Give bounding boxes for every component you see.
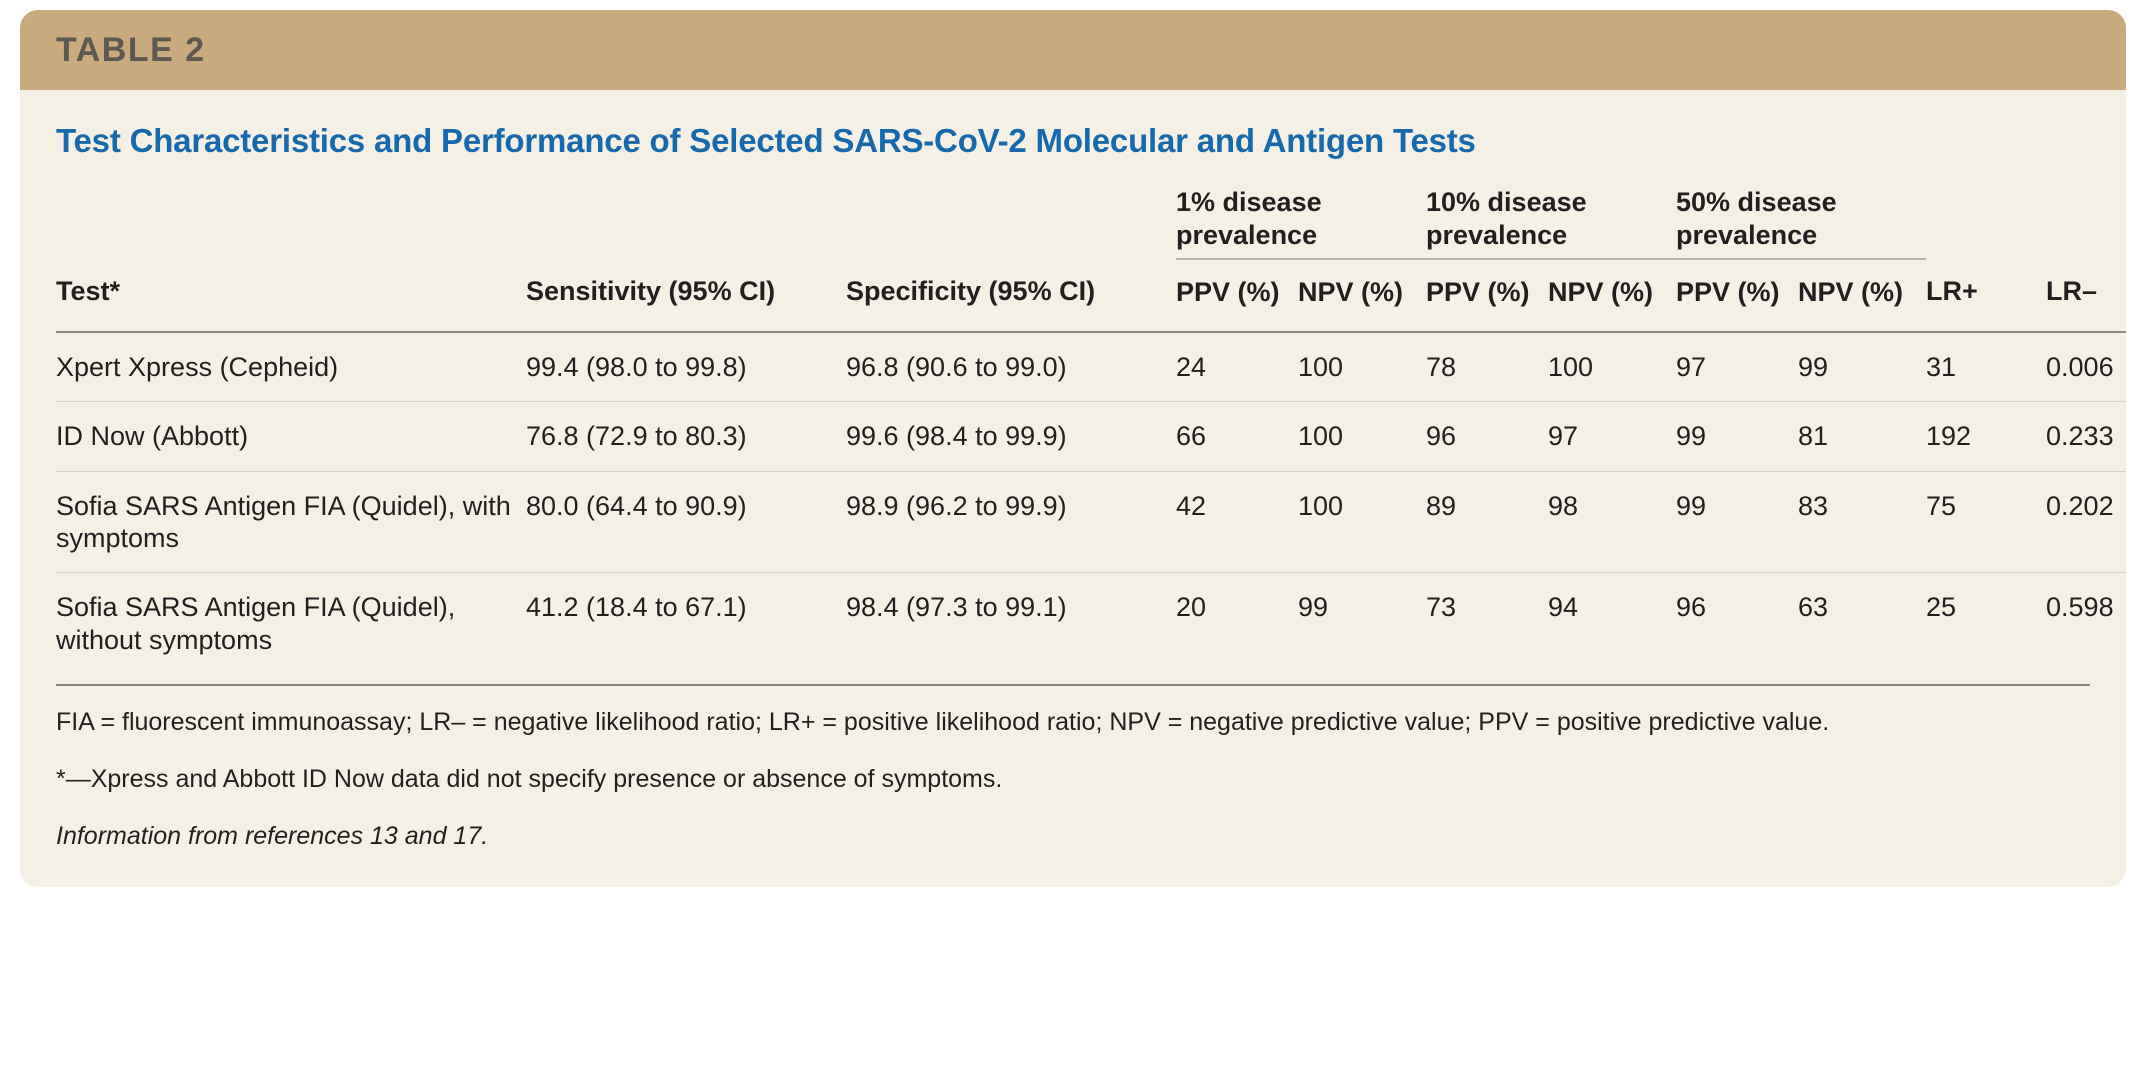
- cell-sensitivity: 76.8 (72.9 to 80.3): [526, 402, 846, 471]
- group-header-row: [56, 186, 2126, 259]
- footnotes: [56, 686, 2090, 853]
- cell-sensitivity: 99.4 (98.0 to 99.8): [526, 332, 846, 402]
- cell-ppv-1: 42: [1176, 471, 1298, 573]
- cell-test: Sofia SARS Antigen FIA (Quidel), with symptoms: [56, 471, 526, 573]
- column-header-lr-minus: LR–: [2046, 275, 2098, 306]
- cell-ppv-10: 89: [1426, 471, 1548, 573]
- footnote-asterisk: *—Xpress and Abbott ID Now data did not specify presence or absence of symptoms.: [56, 765, 1003, 794]
- cell-ppv-10: 78: [1426, 332, 1548, 402]
- cell-npv-1: 100: [1298, 332, 1426, 402]
- cell-ppv-1: 20: [1176, 592, 1207, 623]
- column-header-ppv-50: PPV (%): [1676, 276, 1780, 307]
- cell-ppv-50: 97: [1676, 332, 1798, 402]
- cell-npv-1: 99: [1298, 592, 1329, 623]
- cell-ppv-1: 66: [1176, 402, 1298, 471]
- column-header-ppv-1: PPV (%): [1176, 276, 1280, 307]
- column-header-row: [56, 259, 2126, 331]
- group-header-spacer-lrplus: [1926, 186, 2046, 259]
- table-row: [56, 402, 2126, 471]
- column-header-sensitivity: Sensitivity (95% CI): [526, 275, 776, 306]
- column-header-ppv-10: PPV (%): [1426, 276, 1530, 307]
- column-header-npv-50: NPV (%): [1798, 276, 1904, 307]
- cell-lr-minus: 0.202: [2046, 471, 2126, 573]
- cell-ppv-10: 96: [1426, 402, 1548, 471]
- column-header-npv-1: NPV (%): [1298, 276, 1404, 307]
- cell-lr-plus: 75: [1926, 471, 2046, 573]
- group-header-spacer-lrminus: [2046, 186, 2126, 259]
- cell-ppv-10: 73: [1426, 592, 1457, 623]
- cell-npv-1: 100: [1298, 471, 1426, 573]
- column-header-specificity: Specificity (95% CI): [846, 275, 1096, 306]
- table-banner: [20, 10, 2126, 90]
- cell-npv-10: 98: [1548, 471, 1676, 573]
- cell-lr-minus: 0.233: [2046, 402, 2126, 471]
- cell-sensitivity: 41.2 (18.4 to 67.1): [526, 592, 747, 623]
- group-header-prevalence-10: 10% disease prevalence: [1426, 186, 1676, 259]
- table-row: [56, 573, 2126, 674]
- cell-lr-minus: 0.598: [2046, 592, 2114, 623]
- column-header-lr-plus: LR+: [1926, 275, 1978, 306]
- cell-npv-50: 81: [1798, 402, 1926, 471]
- cell-test: Xpert Xpress (Cepheid): [56, 332, 526, 402]
- table-head: [56, 186, 2126, 332]
- cell-sensitivity: 80.0 (64.4 to 90.9): [526, 471, 846, 573]
- group-header-spacer-sens: [526, 186, 846, 259]
- data-table: [56, 186, 2126, 674]
- cell-ppv-50: 96: [1676, 592, 1707, 623]
- column-header-npv-10: NPV (%): [1548, 276, 1654, 307]
- table-rows: [56, 332, 2126, 674]
- table-number-label: TABLE 2: [56, 30, 206, 69]
- cell-specificity: 99.6 (98.4 to 99.9): [846, 402, 1176, 471]
- group-header-prevalence-50: 50% disease prevalence: [1676, 186, 1926, 259]
- cell-specificity: 98.4 (97.3 to 99.1): [846, 592, 1067, 623]
- cell-npv-1: 100: [1298, 402, 1426, 471]
- cell-test: ID Now (Abbott): [56, 402, 526, 471]
- cell-npv-50: 83: [1798, 471, 1926, 573]
- cell-lr-minus: 0.006: [2046, 332, 2126, 402]
- cell-ppv-50: 99: [1676, 402, 1798, 471]
- cell-ppv-1: 24: [1176, 332, 1298, 402]
- cell-npv-10: 97: [1548, 402, 1676, 471]
- cell-lr-plus: 192: [1926, 402, 2046, 471]
- cell-lr-plus: 25: [1926, 592, 1957, 623]
- group-header-spacer-test: [56, 186, 526, 259]
- cell-specificity: 96.8 (90.6 to 99.0): [846, 332, 1176, 402]
- group-header-prevalence-1: 1% disease prevalence: [1176, 186, 1426, 259]
- table-row: [56, 471, 2126, 573]
- cell-ppv-50: 99: [1676, 471, 1798, 573]
- table-body: [20, 90, 2126, 887]
- column-header-test: Test*: [56, 275, 121, 306]
- footnote-abbreviations: FIA = fluorescent immunoassay; LR– = negative likelihood ratio; LR+ = positive likelihood ratio; NPV = negative predictive value; PPV = positive predictive value.: [56, 708, 1830, 737]
- cell-npv-50: 99: [1798, 332, 1926, 402]
- table-title: Test Characteristics and Performance of Selected SARS-CoV-2 Molecular and Antigen Tests: [56, 122, 1476, 159]
- cell-npv-10: 100: [1548, 332, 1676, 402]
- table-row: [56, 332, 2126, 402]
- cell-test: Sofia SARS Antigen FIA (Quidel), without symptoms: [56, 592, 456, 655]
- cell-specificity: 98.9 (96.2 to 99.9): [846, 471, 1176, 573]
- footnote-source: Information from references 13 and 17.: [56, 822, 489, 851]
- group-header-spacer-spec: [846, 186, 1176, 259]
- cell-npv-50: 63: [1798, 592, 1829, 623]
- table-card: [20, 10, 2126, 887]
- cell-lr-plus: 31: [1926, 332, 2046, 402]
- cell-npv-10: 94: [1548, 592, 1579, 623]
